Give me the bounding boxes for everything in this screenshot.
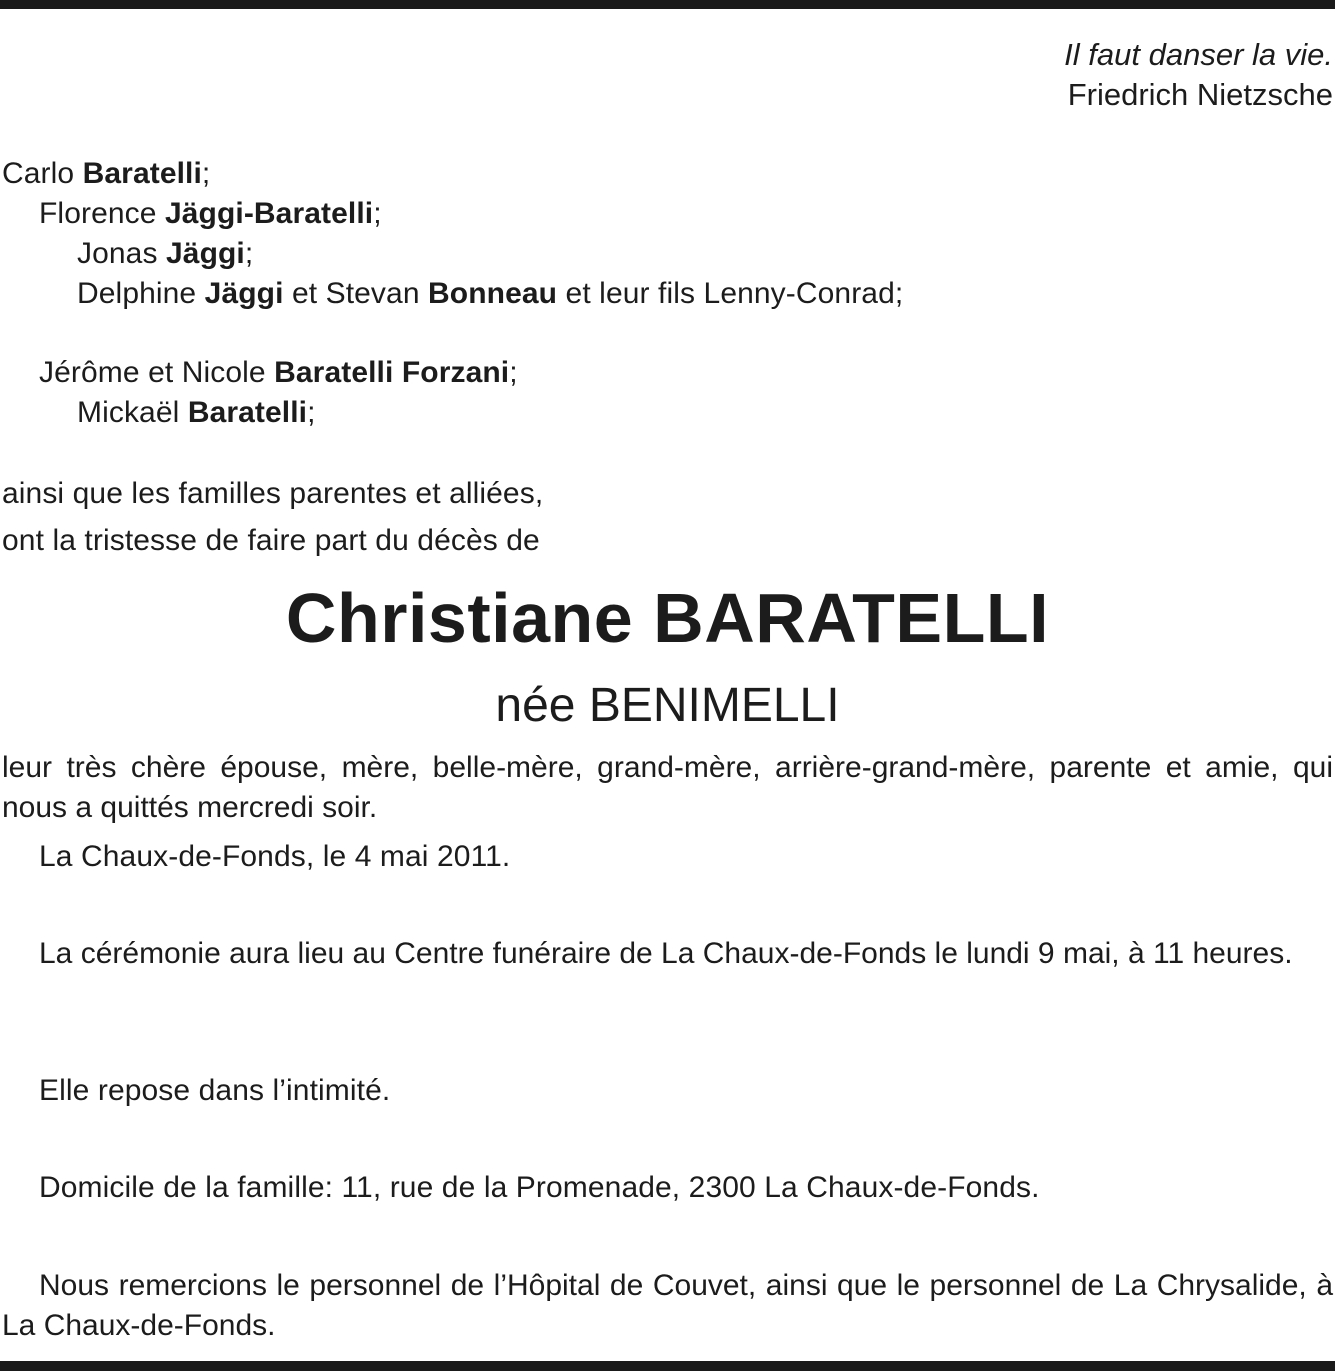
separator: ;	[201, 157, 211, 190]
connector: et Stevan	[283, 277, 429, 310]
relations-paragraph: leur très chère épouse, mère, belle-mère, grand-mère, arrière-grand-mère, parente et amie, qui nous a quittés mercredi soir.	[2, 751, 1333, 824]
separator: ;	[509, 356, 518, 389]
family-line-delphine	[77, 274, 903, 314]
surname: Baratelli	[82, 157, 202, 190]
first-name: Florence	[39, 197, 165, 230]
rest-paragraph: Elle repose dans l’intimité.	[39, 1074, 391, 1107]
surname: Baratelli	[187, 396, 308, 429]
epigraph-quote: Il faut danser la vie.	[1064, 37, 1333, 72]
intro-line-1: ainsi que les familles parentes et alliées,	[2, 477, 544, 510]
surname: Jäggi	[166, 237, 245, 270]
domicile-paragraph: Domicile de la famille: 11, rue de la Promenade, 2300 La Chaux-de-Fonds.	[39, 1171, 1040, 1204]
intro-line-2: ont la tristesse de faire part du décès de	[2, 524, 540, 557]
maiden-name: née BENIMELLI	[495, 679, 840, 732]
partner-surname: Bonneau	[428, 277, 558, 310]
deceased-name: Christiane BARATELLI	[285, 579, 1050, 657]
surname: Jäggi	[204, 277, 284, 310]
first-name: Jonas	[77, 237, 166, 270]
epigraph-author: Friedrich Nietzsche	[1067, 77, 1333, 112]
first-name: Carlo	[2, 157, 83, 190]
top-border-rule	[0, 0, 1335, 9]
surname: Jäggi-Baratelli	[164, 197, 374, 230]
place-date: La Chaux-de-Fonds, le 4 mai 2011.	[39, 840, 511, 873]
family-line-florence	[39, 194, 382, 234]
thanks-paragraph: Nous remercions le personnel de l’Hôpital de Couvet, ainsi que le personnel de La Chrysalide, à La Chaux-de-Fonds.	[2, 1269, 1333, 1342]
trailing-text: et leur fils Lenny-Conrad;	[557, 277, 904, 310]
epigraph	[1064, 35, 1333, 115]
separator: ;	[244, 237, 254, 270]
surname: Baratelli Forzani	[274, 356, 510, 389]
bottom-border-rule	[0, 1361, 1335, 1371]
separator: ;	[307, 396, 316, 429]
family-line-mickael	[77, 393, 316, 433]
first-name: Mickaël	[77, 396, 188, 429]
first-name: Jérôme et Nicole	[39, 356, 275, 389]
family-line-jonas	[77, 234, 253, 274]
family-line-carlo	[2, 154, 210, 194]
first-name: Delphine	[77, 277, 205, 310]
ceremony-paragraph: La cérémonie aura lieu au Centre funéraire de La Chaux-de-Fonds le lundi 9 mai, à 11 heures.	[39, 937, 1293, 970]
family-line-jerome	[39, 353, 518, 393]
separator: ;	[373, 197, 382, 230]
